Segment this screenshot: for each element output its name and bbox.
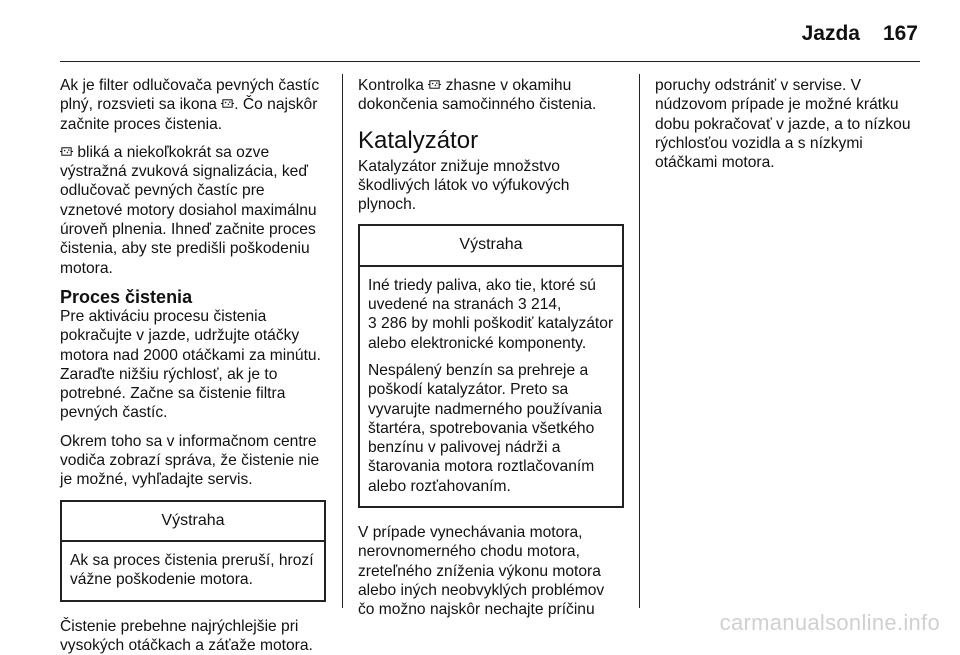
column-2 bbox=[358, 76, 624, 620]
paragraph-filter-blinking: bliká a niekoľkokrát sa ozve výstražná zvuková signalizácia, keď odlučovač pevných častíc pre vznetové motory dosiahol maximálnu úroveň plnenia. Ihneď začnite proces čistenia, aby ste predišli poškodeniu motora. bbox=[60, 143, 317, 277]
paragraph-cleaning-speed: Čistenie prebehne najrýchlejšie pri vysokých otáčkach a záťaže motora. bbox=[60, 617, 313, 654]
column-divider-2 bbox=[639, 74, 640, 608]
header-rule bbox=[60, 61, 920, 62]
paragraph-misfire: V prípade vynechávania motora, nerovnomerného chodu motora, zreteľného zníženia výkonu motora alebo iných neobvyklých problémov čo možno najskôr nechajte príčinu bbox=[358, 524, 605, 619]
paragraph-info-center: Okrem toho sa v informačnom centre vodiča zobrazí správa, že čistenie nie je možné, vyhľadajte servis. bbox=[60, 432, 320, 489]
warning-text-unburnt-fuel: Nespálený benzín sa prehreje a poškodí katalyzátor. Preto sa vyvarujte nadmerného používania štartéra, spotrebovania všetkého benzínu v palivovej nádrži a štarovania motora roztlačovaním alebo rozťahovaním. bbox=[368, 361, 603, 495]
warning-title: Výstraha bbox=[62, 502, 324, 542]
page-ref[interactable]: 214, bbox=[531, 296, 562, 314]
paragraph-filter-full: Ak je filter odlučovača pevných častíc plný, rozsvieti sa ikona . Čo najskôr začnite proces čistenia. bbox=[60, 77, 320, 133]
warning-box-catalyst bbox=[358, 224, 624, 508]
paragraph-cleaning-activation: Pre aktiváciu procesu čistenia pokračujte v jazde, udržujte otáčky motora nad 2000 otáčkami za minútu. Zaraďte nižšiu rýchlosť, ak je to potrebné. Začne sa čistenie filtra pevných častíc. bbox=[60, 307, 321, 422]
particulate-filter-icon bbox=[221, 97, 234, 110]
page-ref-arrow-icon: 3 bbox=[368, 315, 377, 333]
column-3 bbox=[655, 76, 921, 181]
warning-text: Ak sa proces čistenia preruší, hrozí vážne poškodenie motora. bbox=[70, 551, 314, 589]
heading-cleaning-process: Proces čistenia bbox=[60, 286, 193, 307]
column-1 bbox=[60, 76, 326, 655]
watermark: carmanualsonline.info bbox=[719, 610, 940, 635]
heading-catalyst: Katalyzátor bbox=[358, 126, 479, 154]
warning-box-cleaning bbox=[60, 500, 326, 602]
particulate-filter-icon bbox=[60, 145, 73, 158]
page-ref[interactable]: 286 bbox=[381, 315, 408, 333]
paragraph-lamp-off: Kontrolka zhasne v okamihu dokončenia samočinného čistenia. bbox=[358, 77, 597, 114]
page-ref-arrow-icon: 3 bbox=[518, 296, 527, 314]
page-header bbox=[0, 0, 960, 62]
page-number: 167 bbox=[882, 22, 918, 45]
column-divider-1 bbox=[342, 74, 343, 608]
particulate-filter-icon bbox=[428, 78, 441, 91]
paragraph-emergency: poruchy odstrániť v servise. V núdzovom prípade je možné krátku dobu pokračovať v jazde, a to nízkou rýchlosťou vozidla a s nízkymi otáčkami motora. bbox=[655, 77, 911, 172]
warning-text-fuel: Iné triedy paliva, ako tie, ktoré sú uvedené na stranách 3 214, 3 286 by mohli poškodiť katalyzátor alebo elektronické komponenty. bbox=[368, 276, 614, 352]
section-title: Jazda bbox=[801, 22, 860, 45]
paragraph-catalyst-intro: Katalyzátor znižuje množstvo škodlivých látok vo výfukových plynoch. bbox=[358, 157, 570, 214]
warning-title: Výstraha bbox=[360, 226, 622, 266]
